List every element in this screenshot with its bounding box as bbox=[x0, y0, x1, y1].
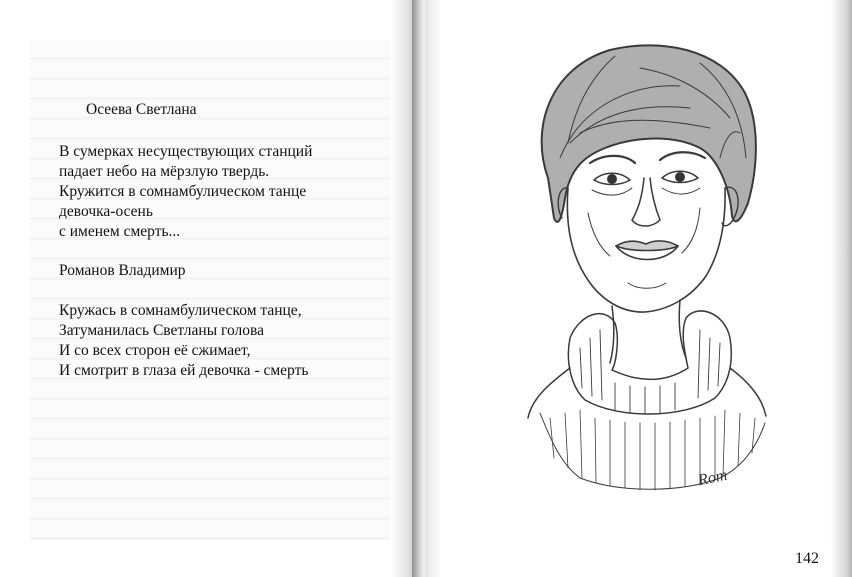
poem-stanza-2 bbox=[59, 301, 308, 381]
poem-line: И смотрит в глаза ей девочка - смерть bbox=[59, 362, 309, 379]
poem-line: Кружась в сомнамбулическом танце, bbox=[59, 302, 302, 319]
poem-line: В сумерках несуществующих станций bbox=[59, 143, 313, 160]
author-name-2: Романов Владимир bbox=[59, 262, 186, 279]
poem-line: с именем смерть... bbox=[59, 223, 181, 240]
page-edge-shadow bbox=[830, 0, 852, 577]
poem-line: падает небо на мёрзлую твердь. bbox=[59, 163, 270, 180]
poem-stanza-1 bbox=[59, 142, 312, 242]
page-number: 142 bbox=[795, 550, 819, 567]
author-name-1: Осеева Светлана bbox=[86, 101, 197, 118]
left-page bbox=[0, 0, 412, 577]
portrait-illustration bbox=[520, 38, 770, 498]
poem-line: Кружится в сомнамбулическом танце bbox=[59, 183, 307, 200]
poem-line: И со всех сторон её сжимает, bbox=[59, 342, 251, 359]
artist-signature: Rom bbox=[696, 466, 729, 490]
page-texture bbox=[30, 40, 390, 540]
poem-line: девочка-осень bbox=[59, 203, 153, 220]
poem-line: Затуманилась Светланы голова bbox=[59, 322, 264, 339]
page-bottom-band bbox=[442, 545, 832, 577]
